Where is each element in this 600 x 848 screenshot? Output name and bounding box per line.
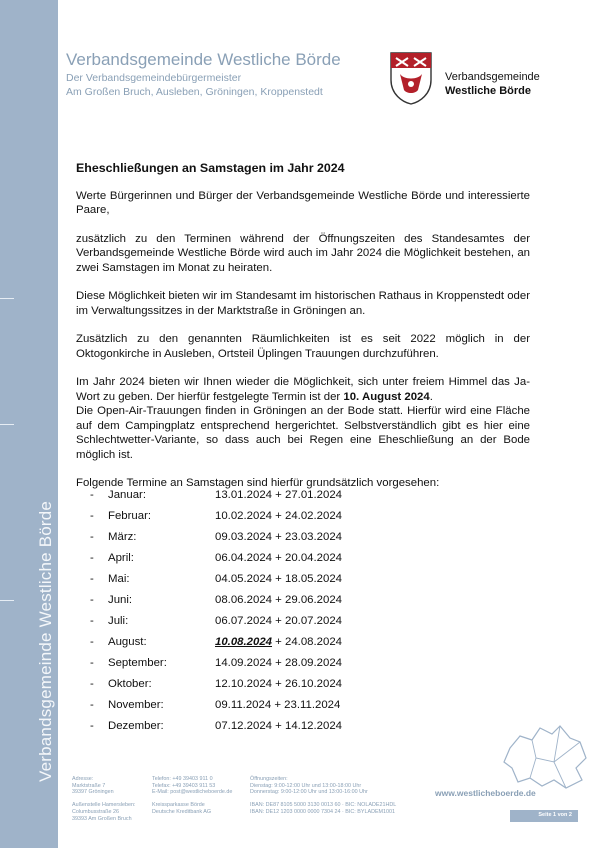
date-month: Februar: [108, 510, 152, 522]
logo-line-2: Westliche Börde [445, 85, 531, 97]
date-separator: + [272, 552, 285, 564]
date-first: 14.09.2024 [215, 657, 273, 669]
footer-line: 39393 Am Großen Bruch [72, 815, 132, 822]
paragraph-greeting: Werte Bürgerinnen und Bürger der Verbandsgemeinde Westliche Börde und interessierte Paare, [76, 189, 530, 216]
page-number: Seite 1 von 2 [538, 812, 572, 818]
date-separator: + [272, 636, 285, 648]
date-row [90, 720, 342, 741]
page-number-box [510, 810, 578, 822]
footer-line [72, 796, 136, 803]
date-separator: + [272, 573, 285, 585]
date-month: März: [108, 531, 137, 543]
footer-line: Donnerstag: 9:00-12:00 Uhr und 13:00-16:00 Uhr [250, 789, 368, 796]
footer-line: Außenstelle Hamersleben: [72, 802, 136, 809]
date-first: 08.06.2024 [215, 594, 273, 606]
coat-of-arms-icon [388, 50, 434, 106]
header-subtitle-2: Am Großen Bruch, Ausleben, Gröningen, Kroppenstedt [66, 86, 323, 98]
paragraph-oktogonkirche: Zusätzlich zu den genannten Räumlichkeiten ist es seit 2022 möglich in der Oktogonkirche in Ausleben, Ortsteil Üplingen Trauungen durchzuführen. [76, 333, 530, 360]
date-dash: - [90, 510, 94, 522]
paragraph-open-air [76, 375, 530, 404]
open-air-text-1: Im Jahr 2024 bieten wir Ihnen wieder die Möglichkeit, sich unter freiem Himmel das Ja-Wort zu geben. Der hierfür festgelegte Termin ist der [76, 376, 530, 403]
footer-line: Columbusstraße 26 [72, 808, 120, 815]
date-second: 26.10.2024 [285, 678, 343, 690]
date-dash: - [90, 615, 94, 627]
date-dash: - [90, 699, 94, 711]
footer-line: 39397 Gröningen [72, 789, 114, 796]
date-first: 13.01.2024 [215, 489, 273, 501]
date-separator: + [272, 615, 285, 627]
date-second: 23.03.2024 [285, 531, 343, 543]
date-row [90, 489, 342, 510]
date-separator: + [272, 489, 285, 501]
date-separator: + [271, 699, 285, 711]
paragraph-dates-intro: Folgende Termine an Samstagen sind hierfür grundsätzlich vorgesehen: [76, 477, 440, 489]
paragraph-bode: Die Open-Air-Trauungen finden in Gröningen an der Bode statt. Hierfür wird eine Fläche auf dem Campingplatz entsprechend hergerichtet. Selbstverständlich gibt es hier eine Schlechtwetter-Variante, so dass auch bei Regen eine Eheschließung an der Bode möglich ist. [76, 405, 530, 461]
date-month: Mai: [108, 573, 130, 585]
date-first: 10.08.2024 [215, 636, 273, 648]
date-dash: - [90, 552, 94, 564]
footer-line: Kreissparkasse Börde [152, 802, 205, 809]
letter-heading: Eheschließungen an Samstagen im Jahr 2024 [76, 161, 345, 175]
footer-line [250, 796, 396, 803]
date-month: Januar: [108, 489, 146, 501]
date-first: 04.05.2024 [215, 573, 273, 585]
date-row [90, 657, 342, 678]
sidebar-vertical-label: Verbandsgemeinde Westliche Börde [36, 500, 55, 782]
date-separator: + [272, 531, 285, 543]
date-first: 07.12.2024 [215, 720, 273, 732]
date-row [90, 636, 342, 657]
date-first: 09.03.2024 [215, 531, 273, 543]
date-second: 14.12.2024 [285, 720, 343, 732]
date-month: September: [108, 657, 167, 669]
date-month: April: [108, 552, 134, 564]
footer-contact [152, 776, 232, 816]
date-dash: - [90, 657, 94, 669]
footer-line: E-Mail: post@westlicheboerde.de [152, 789, 233, 796]
footer-hours [250, 776, 396, 816]
sidebar-tick [0, 424, 14, 425]
date-first: 12.10.2024 [215, 678, 273, 690]
dates-list [90, 489, 342, 741]
date-dash: - [90, 720, 94, 732]
date-month: Oktober: [108, 678, 152, 690]
date-separator: + [272, 594, 285, 606]
date-row [90, 699, 342, 720]
date-row [90, 594, 342, 615]
date-separator: + [272, 510, 285, 522]
date-separator: + [272, 678, 285, 690]
date-month: Juli: [108, 615, 129, 627]
paragraph-intro: zusätzlich zu den Terminen während der Öffnungszeiten des Standesamtes der Verbandsgemeinde Westliche Börde wird auch im Jahr 2024 die Möglichkeit bestehen, an zwei Samstagen im Monat zu heiraten. [76, 232, 530, 274]
date-second: 20.04.2024 [285, 552, 343, 564]
date-row [90, 678, 342, 699]
open-air-date: 10. August 2024 [343, 390, 430, 403]
date-first: 09.11.2024 [215, 699, 272, 711]
footer-line [152, 796, 232, 803]
date-second: 18.05.2024 [285, 573, 343, 585]
date-month: Dezember: [108, 720, 164, 732]
date-dash: - [90, 636, 94, 648]
footer-line: Marktstraße 7 [72, 782, 106, 789]
date-second: 24.08.2024 [285, 636, 343, 648]
header-subtitle-1: Der Verbandsgemeindebürgermeister [66, 72, 242, 84]
date-month: November: [108, 699, 164, 711]
sidebar-tick [0, 600, 14, 601]
footer-line: Telefon: +49 39403 911 0 [152, 776, 213, 782]
date-row [90, 531, 342, 552]
footer-line: Deutsche Kreditbank AG [152, 808, 212, 815]
footer-line: Öffnungszeiten: [250, 776, 288, 782]
date-dash: - [90, 594, 94, 606]
footer-address [72, 776, 136, 822]
date-row [90, 552, 342, 573]
date-first: 06.04.2024 [215, 552, 273, 564]
footer-line: IBAN: DE12 1203 0000 0000 7304 24 · BIC: BYLADEM1001 [250, 808, 396, 815]
logo-line-1: Verbandsgemeinde [445, 71, 540, 83]
region-map-icon [500, 718, 592, 792]
date-row [90, 615, 342, 636]
sidebar-tick [0, 298, 14, 299]
footer-line: IBAN: DE87 8105 5000 3130 0013 60 · BIC: NOLADE21HDL [250, 802, 397, 809]
date-dash: - [90, 489, 94, 501]
footer-line: Dienstag: 9:00-12:00 Uhr und 13:00-18:00 Uhr [250, 782, 362, 789]
date-second: 29.06.2024 [285, 594, 343, 606]
header-title: Verbandsgemeinde Westliche Börde [66, 50, 341, 69]
logo-text [445, 70, 540, 98]
date-second: 27.01.2024 [285, 489, 343, 501]
date-first: 10.02.2024 [215, 510, 273, 522]
website-link[interactable]: www.westlicheboerde.de [435, 788, 536, 798]
date-second: 24.02.2024 [285, 510, 343, 522]
date-second: 23.11.2024 [284, 699, 341, 711]
date-dash: - [90, 678, 94, 690]
date-dash: - [90, 573, 94, 585]
date-row [90, 573, 342, 594]
date-dash: - [90, 531, 94, 543]
letter-body [76, 161, 530, 503]
date-row [90, 510, 342, 531]
open-air-text-2: . [429, 390, 433, 403]
paragraph-locations: Diese Möglichkeit bieten wir im Standesamt im historischen Rathaus in Kroppenstedt oder im Verwaltungssitzes in der Marktstraße in Gröningen an. [76, 290, 530, 317]
date-month: August: [108, 636, 147, 648]
date-month: Juni: [108, 594, 133, 606]
footer-line: Adresse: [72, 776, 94, 782]
date-second: 28.09.2024 [285, 657, 343, 669]
footer-line: Telefax: +49 39403 911 53 [152, 782, 216, 789]
date-first: 06.07.2024 [215, 615, 273, 627]
date-separator: + [272, 657, 285, 669]
date-second: 20.07.2024 [285, 615, 343, 627]
date-separator: + [272, 720, 285, 732]
